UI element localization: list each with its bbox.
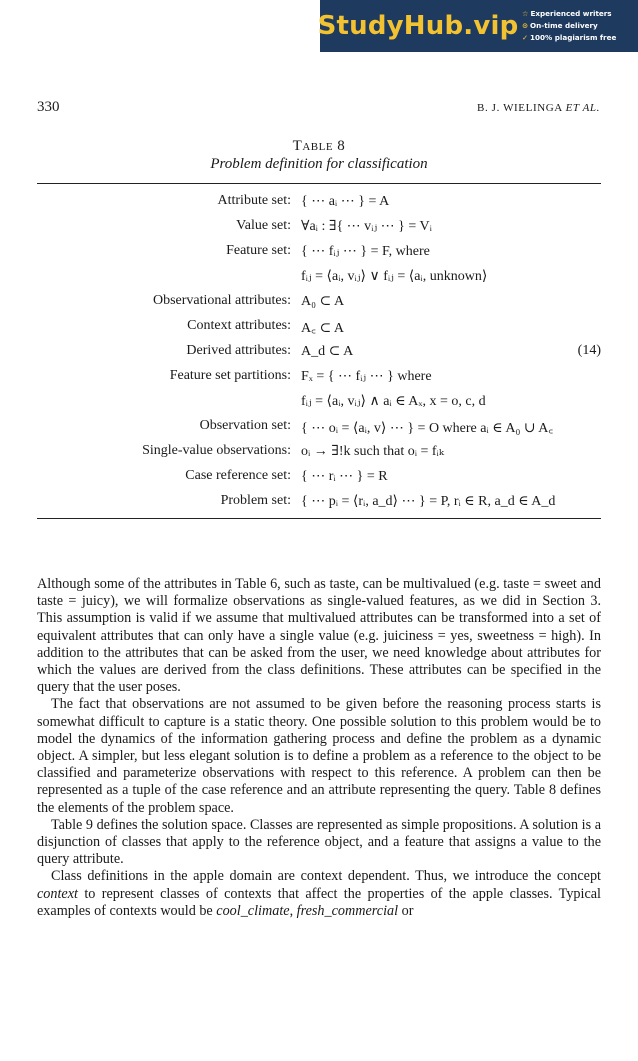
table-row xyxy=(37,193,601,215)
table-row xyxy=(37,268,601,290)
row-label: Context attributes: xyxy=(187,318,291,333)
table-row xyxy=(37,468,601,490)
page-number: 330 xyxy=(37,99,60,115)
banner-logo: StudyHub.vip xyxy=(317,11,519,41)
running-head xyxy=(477,102,600,114)
table-row xyxy=(37,243,601,265)
body-text xyxy=(37,576,601,920)
table-row xyxy=(37,318,601,340)
row-expression: { ⋯ fᵢⱼ ⋯ } = F, where xyxy=(301,244,430,259)
table-row xyxy=(37,218,601,240)
table-row xyxy=(37,293,601,315)
row-expression: A₀ ⊂ A xyxy=(301,294,345,309)
row-expression: fᵢⱼ = ⟨aᵢ, vᵢⱼ⟩ ∨ fᵢⱼ = ⟨aᵢ, unknown⟩ xyxy=(301,269,488,284)
table-top-rule xyxy=(37,183,601,184)
paragraph: Class definitions in the apple domain are context dependent. Thus, we introduce the concept context to represent classes of contexts that affect the properties of the apple classes. Typical examples of contexts would be cool_climate, fresh_commercial or xyxy=(37,868,601,919)
row-expression: A꜀ ⊂ A xyxy=(301,321,345,336)
row-expression: ∀aᵢ : ∃{ ⋯ vᵢⱼ ⋯ } = Vᵢ xyxy=(301,219,432,234)
watermark-banner xyxy=(317,0,638,52)
table-row xyxy=(37,443,601,465)
row-label: Single-value observations: xyxy=(142,443,291,458)
table-row xyxy=(37,493,601,515)
row-expression: A_d ⊂ A xyxy=(301,344,354,359)
row-label: Observational attributes: xyxy=(152,293,291,308)
row-label: Value set: xyxy=(236,218,291,233)
banner-feature-list xyxy=(516,8,638,44)
row-label: Derived attributes: xyxy=(186,343,291,358)
context-example: cool_climate xyxy=(216,902,290,919)
row-expression: Fₓ = { ⋯ fᵢⱼ ⋯ } where xyxy=(301,369,432,384)
paragraph: Table 9 defines the solution space. Classes are represented as simple propositions. A solution is a disjunction of classes that apply to the reference object, and a feature that assigns a value to the query attribute. xyxy=(37,816,601,868)
running-head-authors: B. J. WIELINGA xyxy=(477,102,563,114)
row-label: Attribute set: xyxy=(217,193,291,208)
row-expression: { ⋯ rᵢ ⋯ } = R xyxy=(301,469,388,484)
check-icon: ✓ xyxy=(522,33,529,42)
row-expression: { ⋯ oᵢ = ⟨aᵢ, v⟩ ⋯ } = O where aᵢ ∈ A₀ ∪ A꜀ xyxy=(301,421,554,436)
table-caption: Problem definition for classification xyxy=(210,156,428,172)
banner-feature: ☆ Experienced writers xyxy=(522,9,612,18)
table-bottom-rule xyxy=(37,518,601,519)
star-icon: ☆ xyxy=(522,9,529,18)
row-expression: { ⋯ pᵢ = ⟨rᵢ, a_d⟩ ⋯ } = P, rᵢ ∈ R, a_d ∈ A_d xyxy=(301,494,556,509)
row-label: Feature set partitions: xyxy=(169,368,291,383)
clock-icon: ⊙ xyxy=(522,21,529,30)
table-title: Table 8 xyxy=(292,138,346,154)
row-label: Case reference set: xyxy=(185,468,291,483)
row-label: Feature set: xyxy=(226,243,291,258)
banner-feature: ⊙ On-time delivery xyxy=(522,21,598,30)
paragraph: The fact that observations are not assumed to be given before the reasoning process starts is somewhat difficult to capture is a static theory. One possible solution to this problem would be to model the dynamics of the information gathering process and define the problem as a dynamic object. A simpler, but less elegant solution is to define a problem as a reference to the object to be classified and parameterize observations with respect to this reference. A problem can then be represented as a tuple of the case reference and an attribute representing the query. Table 8 defines the elements of the problem space. xyxy=(37,696,601,816)
table-row xyxy=(37,343,601,365)
running-head-suffix: ET AL. xyxy=(565,102,600,114)
table-row xyxy=(37,393,601,415)
table-row xyxy=(37,368,601,390)
paragraph: Although some of the attributes in Table 6, such as taste, can be multivalued (e.g. taste = sweet and taste = juicy), we will formalize observations as single-valued features, as we did in Section 3. This assumption is valid if we assume that multivalued attributes can be transformed into a set of equivalent attributes that can only have a single value (e.g. juiciness = yes, sweetness = high). In addition to the attributes that can be asked from the user, we need knowledge about attributes for which the values are derived from the class definitions. These attributes can be specified in the query that the user poses. xyxy=(37,576,601,696)
row-expression: fᵢⱼ = ⟨aᵢ, vᵢⱼ⟩ ∧ aᵢ ∈ Aₓ, x = o, c, d xyxy=(301,394,486,409)
row-label: Problem set: xyxy=(220,493,291,508)
row-expression: oᵢ → ∃!k such that oᵢ = fᵢₖ xyxy=(301,444,444,459)
row-expression: { ⋯ aᵢ ⋯ } = A xyxy=(301,194,390,209)
context-example: fresh_commercial xyxy=(296,902,399,919)
banner-feature: ✓ 100% plagiarism free xyxy=(522,33,617,42)
equation-number: (14) xyxy=(577,343,601,358)
context-term: context xyxy=(37,885,78,902)
row-label: Observation set: xyxy=(199,418,291,433)
table-row xyxy=(37,418,601,440)
